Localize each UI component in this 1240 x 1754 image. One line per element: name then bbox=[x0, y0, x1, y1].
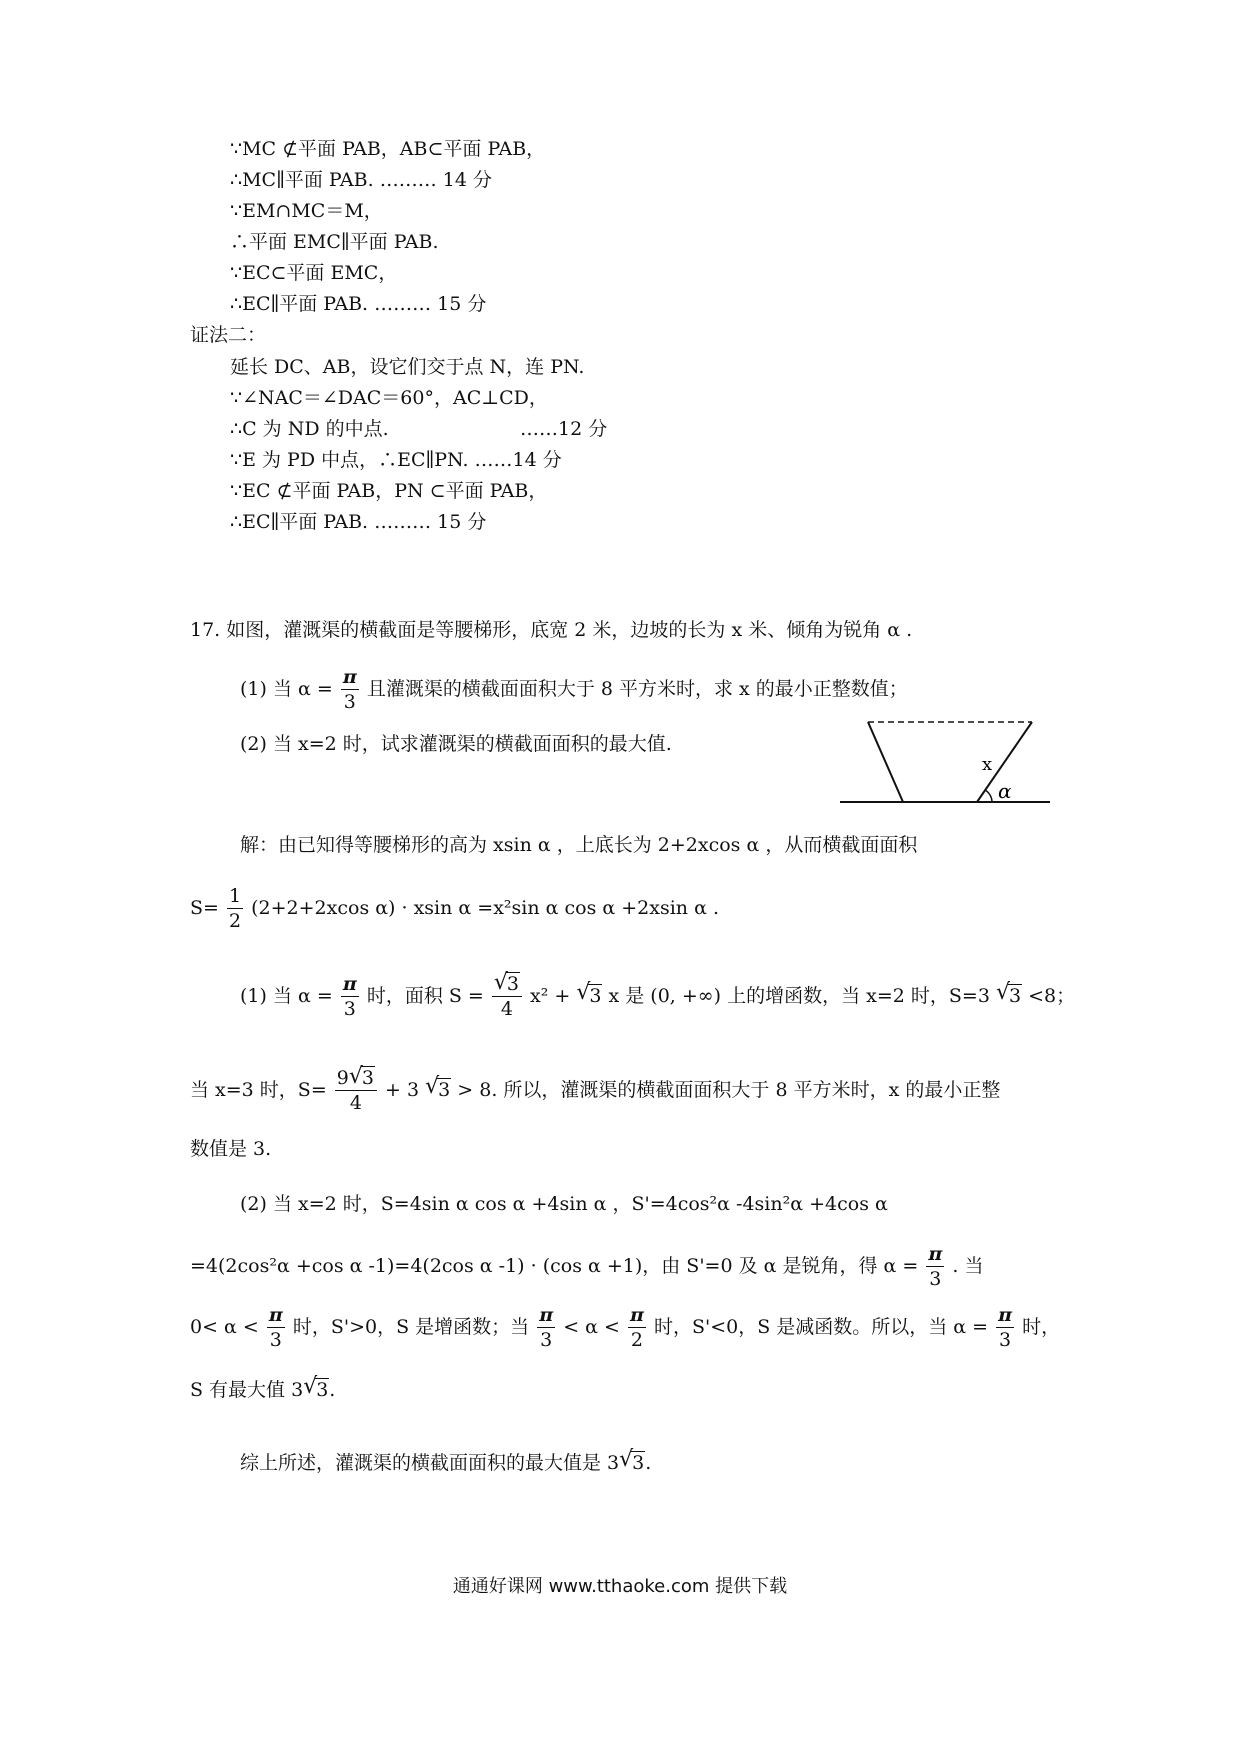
frac-num: π bbox=[928, 1243, 943, 1265]
s8-end: 时， bbox=[1022, 1316, 1061, 1338]
s7-lead: =4(2cos²α +cos α -1)=4(2cos α -1) · (cos α +1)，由 S'=0 及 α 是锐角，得 α = bbox=[190, 1255, 919, 1277]
frac-den: 3 bbox=[999, 1329, 1012, 1351]
s10-end: . bbox=[645, 1452, 652, 1474]
fraction-pi-over-3 bbox=[267, 1306, 285, 1350]
proof2-line-5: ∵EC ⊄平面 PAB，PN ⊂平面 PAB， bbox=[230, 480, 548, 502]
label-x: x bbox=[982, 754, 993, 775]
fraction-pi-over-3 bbox=[996, 1306, 1014, 1350]
sqrt-symbol: √ 3 bbox=[576, 980, 602, 1007]
sqrt-symbol: √ 3 bbox=[303, 1374, 329, 1401]
s3-lead: (1) 当 α = bbox=[240, 985, 333, 1007]
frac-den: 2 bbox=[630, 1329, 643, 1351]
s2-lead: S= bbox=[190, 897, 219, 919]
solution-line-6: (2) 当 x=2 时，S=4sin α cos α +4sin α ，S'=4cos²α -4sin²α +4cos α bbox=[240, 1193, 888, 1215]
trapezoid-figure bbox=[840, 720, 1060, 815]
s8-lead: 0< α < bbox=[190, 1316, 259, 1338]
frac-den: 2 bbox=[228, 910, 242, 932]
s3-x2: x² + bbox=[530, 985, 571, 1007]
fraction-pi-over-3 bbox=[341, 975, 359, 1019]
frac-num: π bbox=[539, 1304, 554, 1326]
solution-line-3 bbox=[240, 970, 1076, 1020]
proof-line-4: ∴平面 EMC∥平面 PAB. bbox=[230, 231, 439, 253]
s4-lead: 当 x=3 时，S= bbox=[190, 1079, 327, 1101]
frac-den: 3 bbox=[269, 1329, 282, 1351]
proof2-line-3 bbox=[230, 417, 608, 441]
proof2-line-6: ∴EC∥平面 PAB. ……… 15 分 bbox=[230, 511, 487, 533]
proof2-title: 证法二： bbox=[190, 324, 267, 346]
s8-mid3: 时，S'<0，S 是减函数。所以，当 α = bbox=[653, 1316, 989, 1338]
solution-line-9 bbox=[190, 1374, 336, 1402]
solution-line-10 bbox=[240, 1447, 652, 1475]
sqrt-symbol: √ 3 bbox=[348, 1064, 374, 1089]
s3-end: <8； bbox=[1028, 985, 1076, 1007]
s3-rest: x 是 (0, +∞) 上的增函数，当 x=2 时，S=3 bbox=[608, 985, 990, 1007]
fraction-pi-over-3 bbox=[926, 1245, 944, 1289]
fraction-one-half bbox=[227, 887, 243, 931]
q17-part2: (2) 当 x=2 时，试求灌溉渠的横截面面积的最大值. bbox=[240, 733, 672, 755]
solution-line-2 bbox=[190, 887, 719, 931]
frac-den: 3 bbox=[929, 1268, 942, 1290]
q17-stem: 17. 如图，灌溉渠的横截面是等腰梯形，底宽 2 米，边坡的长为 x 米、倾角为锐角 α . bbox=[190, 619, 913, 641]
solution-line-8 bbox=[190, 1306, 1060, 1350]
s2-rest: (2+2+2xcos α) · xsin α =x²sin α cos α +2xsin α . bbox=[251, 897, 719, 919]
fraction-9sqrt3-over-4: 9 √ 3 4 bbox=[335, 1069, 377, 1113]
proof2-line-1: 延长 DC、AB，设它们交于点 N，连 PN. bbox=[230, 356, 585, 378]
s8-mid1: 时，S'>0，S 是增函数；当 bbox=[292, 1316, 530, 1338]
s8-mid2: < α < bbox=[563, 1316, 620, 1338]
q17-part1 bbox=[240, 668, 908, 712]
s4-rest: > 8. 所以，灌溉渠的横截面面积大于 8 平方米时，x 的最小正整 bbox=[457, 1079, 1001, 1101]
proof-line-2: ∴MC∥平面 PAB. ……… 14 分 bbox=[230, 169, 492, 191]
s10-lead: 综上所述，灌溉渠的横截面面积的最大值是 3 bbox=[240, 1452, 620, 1474]
frac-den: 3 bbox=[343, 998, 356, 1020]
s4-mid: + 3 bbox=[385, 1079, 420, 1101]
s9-lead: S 有最大值 3 bbox=[190, 1379, 304, 1401]
sqrt-symbol: √ 3 bbox=[493, 970, 519, 995]
angle-arc bbox=[985, 790, 992, 802]
fraction-pi-over-2 bbox=[628, 1306, 646, 1350]
frac-den: 3 bbox=[343, 691, 356, 713]
frac-num: π bbox=[998, 1304, 1013, 1326]
label-alpha: α bbox=[998, 779, 1012, 803]
footer-text: 通通好课网 www.tthaoke.com 提供下载 bbox=[452, 1576, 788, 1597]
proof2-line-2: ∵∠NAC＝∠DAC＝60°，AC⊥CD， bbox=[230, 387, 548, 409]
proof2-line-4: ∵E 为 PD 中点，∴EC∥PN. ……14 分 bbox=[230, 449, 562, 471]
frac-den: 4 bbox=[349, 1092, 362, 1114]
solution-line-5: 数值是 3. bbox=[190, 1138, 272, 1160]
s3-mid: 时，面积 S = bbox=[366, 985, 484, 1007]
frac-den: 3 bbox=[540, 1329, 553, 1351]
frac-num: π bbox=[629, 1304, 644, 1326]
frac-num: π bbox=[268, 1304, 283, 1326]
proof-line-6: ∴EC∥平面 PAB. ……… 15 分 bbox=[230, 293, 487, 315]
q17-part1-lead: (1) 当 α = bbox=[240, 678, 333, 700]
frac-den: 4 bbox=[500, 998, 513, 1020]
sqrt-symbol: √ 3 bbox=[425, 1074, 451, 1101]
solution-line-7 bbox=[190, 1245, 983, 1289]
proof-line-1: ∵MC ⊄平面 PAB，AB⊂平面 PAB， bbox=[230, 138, 546, 160]
left-slope bbox=[868, 722, 903, 802]
proof2-line-3-score: ……12 分 bbox=[520, 418, 608, 440]
proof-line-5: ∵EC⊂平面 EMC， bbox=[230, 262, 398, 284]
fraction-pi-over-3 bbox=[537, 1306, 555, 1350]
frac-num: π bbox=[342, 973, 357, 995]
solution-line-1: 解：由已知得等腰梯形的高为 xsin α ，上底长为 2+2xcos α ，从而横截面面积 bbox=[240, 834, 918, 856]
fraction-sqrt3-over-4 bbox=[492, 970, 522, 1020]
proof-line-3: ∵EM∩MC＝M， bbox=[230, 200, 383, 222]
s7-end: . 当 bbox=[952, 1255, 984, 1277]
sqrt-symbol: √ 3 bbox=[995, 980, 1022, 1007]
frac-num: π bbox=[342, 666, 357, 688]
frac-num: 1 bbox=[228, 885, 242, 907]
solution-line-4 bbox=[190, 1064, 1001, 1114]
proof2-line-3-text: ∴C 为 ND 的中点. bbox=[230, 418, 389, 440]
s9-end: . bbox=[329, 1379, 336, 1401]
fraction-pi-over-3 bbox=[341, 668, 359, 712]
q17-part1-rest: 且灌溉渠的横截面面积大于 8 平方米时，求 x 的最小正整数值； bbox=[366, 678, 908, 700]
sqrt-symbol: √ 3 bbox=[619, 1447, 645, 1474]
